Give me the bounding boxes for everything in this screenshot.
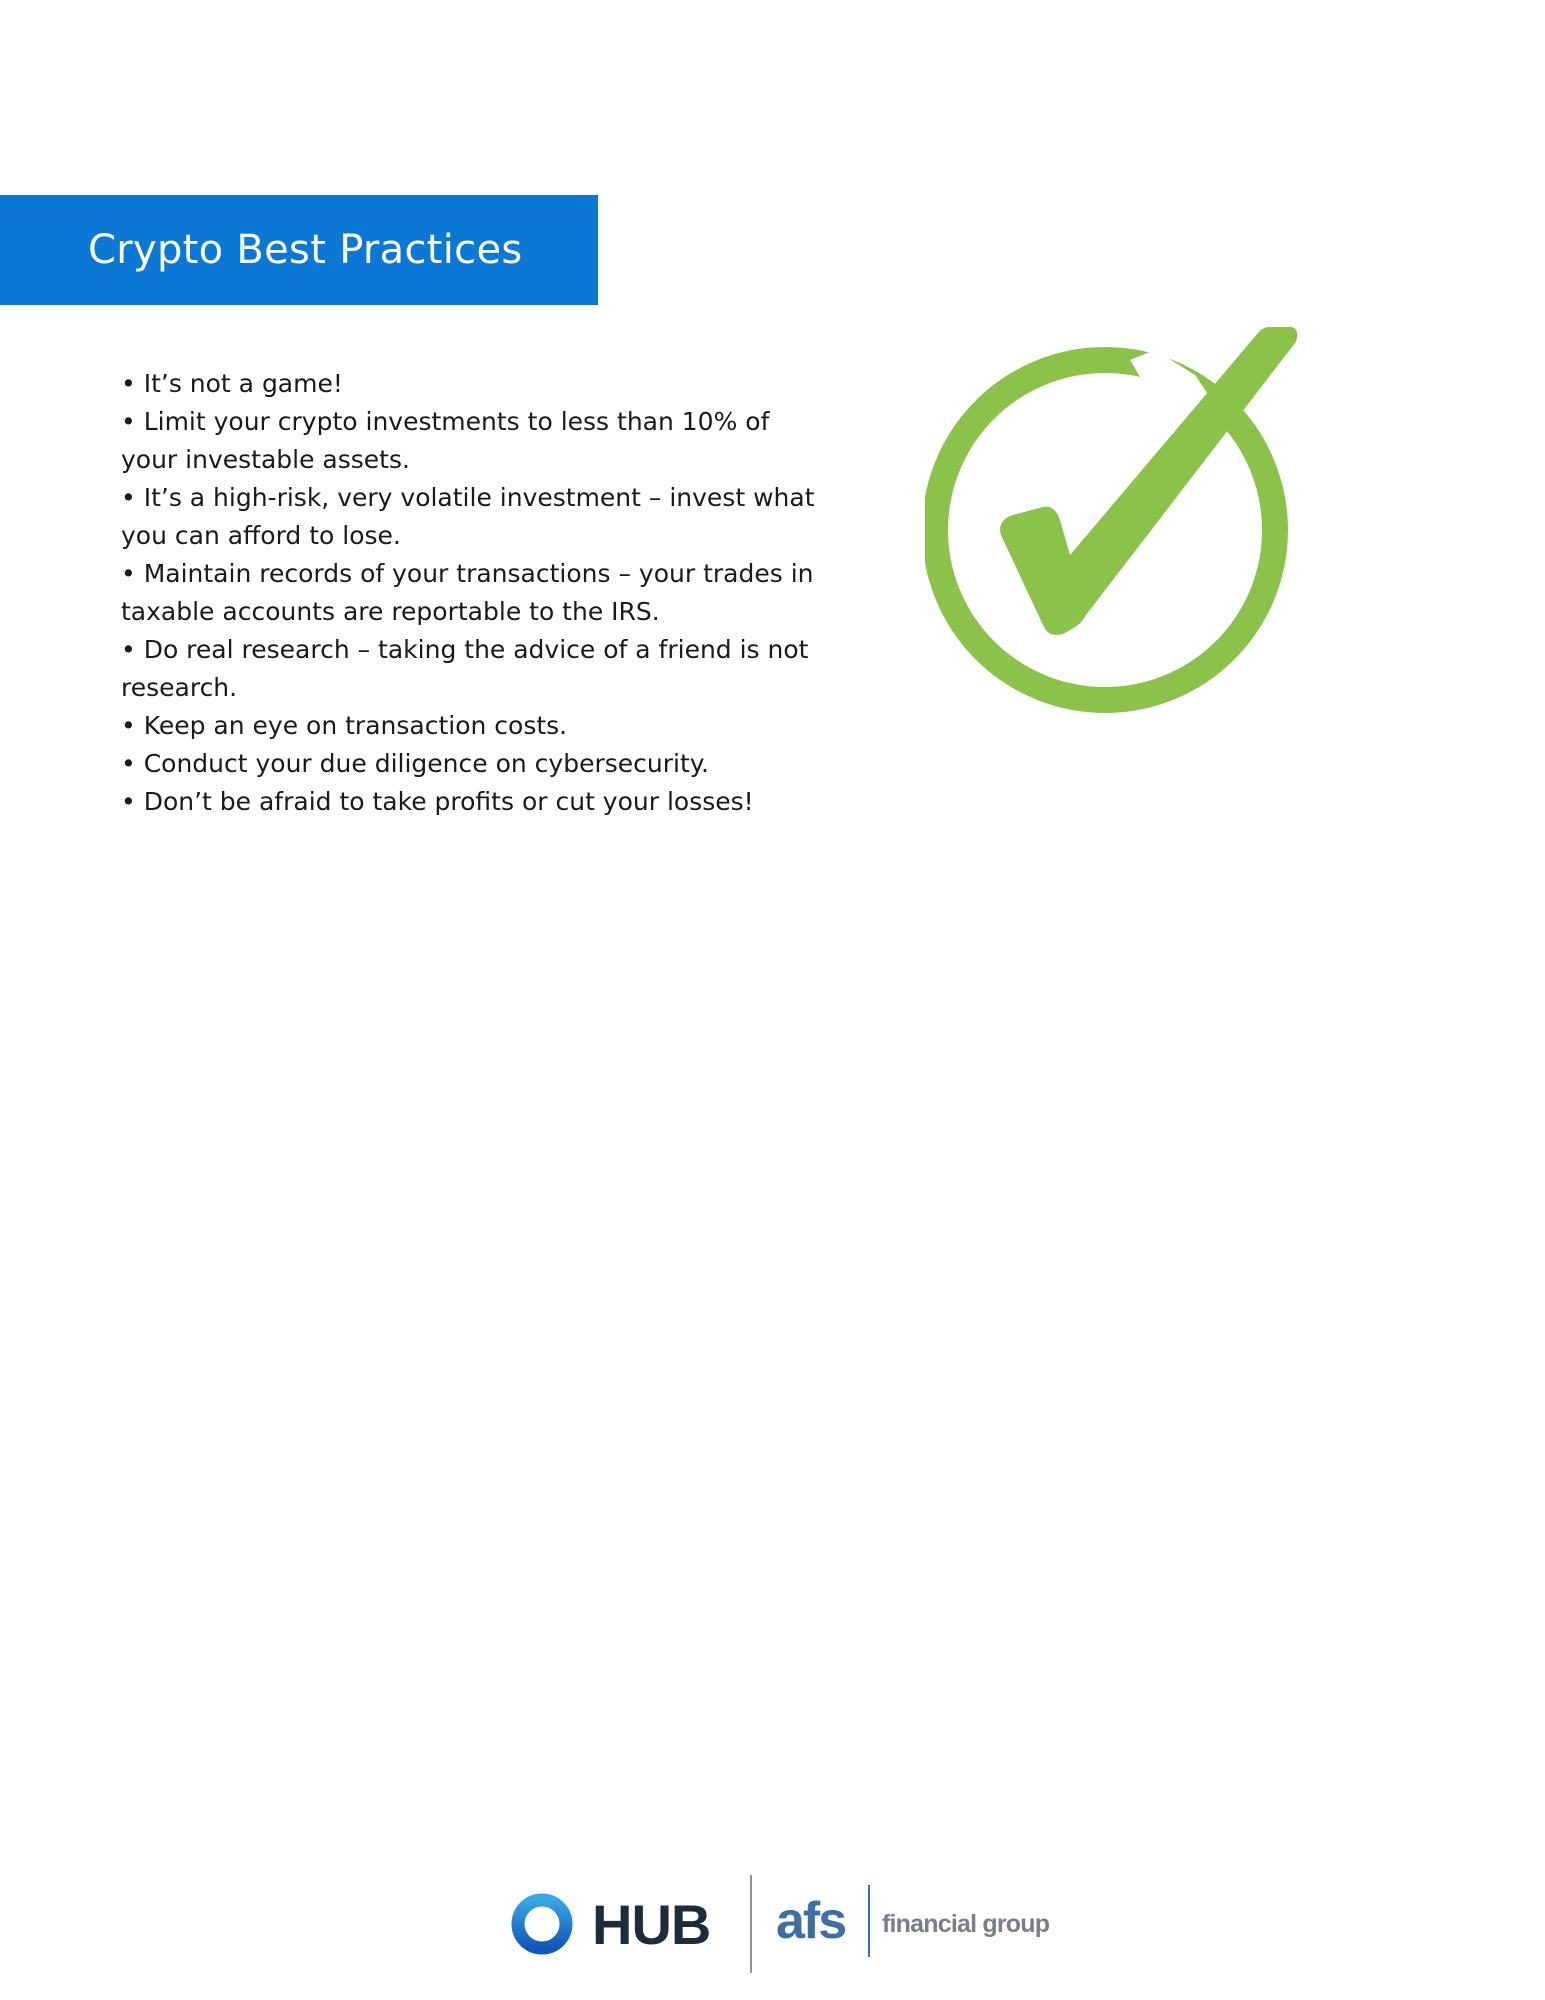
- list-item: • Don’t be afraid to take profits or cut your losses!: [121, 787, 754, 816]
- hub-logo-text: HUB: [592, 1893, 711, 1956]
- afs-divider: [868, 1885, 870, 1957]
- list-item: • Maintain records of your transactions – your trades in taxable accounts are reportable to the IRS.: [121, 559, 814, 626]
- list-item: • Conduct your due diligence on cybersecurity.: [121, 749, 709, 778]
- list-item: • It’s a high-risk, very volatile investment – invest what you can afford to lose.: [121, 483, 815, 550]
- title-banner: [0, 195, 598, 305]
- list-item: • Limit your crypto investments to less than 10% of your investable assets.: [121, 407, 770, 474]
- best-practices-list: [121, 365, 821, 821]
- financial-group-text: financial group: [882, 1910, 1050, 1938]
- logo-divider: [750, 1875, 752, 1973]
- footer-logos: [510, 1875, 1070, 1975]
- hub-ring-icon: [510, 1892, 574, 1956]
- page-title: Crypto Best Practices: [88, 227, 523, 273]
- checkmark-circle-icon: [925, 325, 1315, 725]
- list-item: • It’s not a game!: [121, 369, 343, 398]
- afs-logo-text: afs: [776, 1892, 846, 1950]
- list-item: • Do real research – taking the advice of a friend is not research.: [121, 635, 809, 702]
- list-item: • Keep an eye on transaction costs.: [121, 711, 568, 740]
